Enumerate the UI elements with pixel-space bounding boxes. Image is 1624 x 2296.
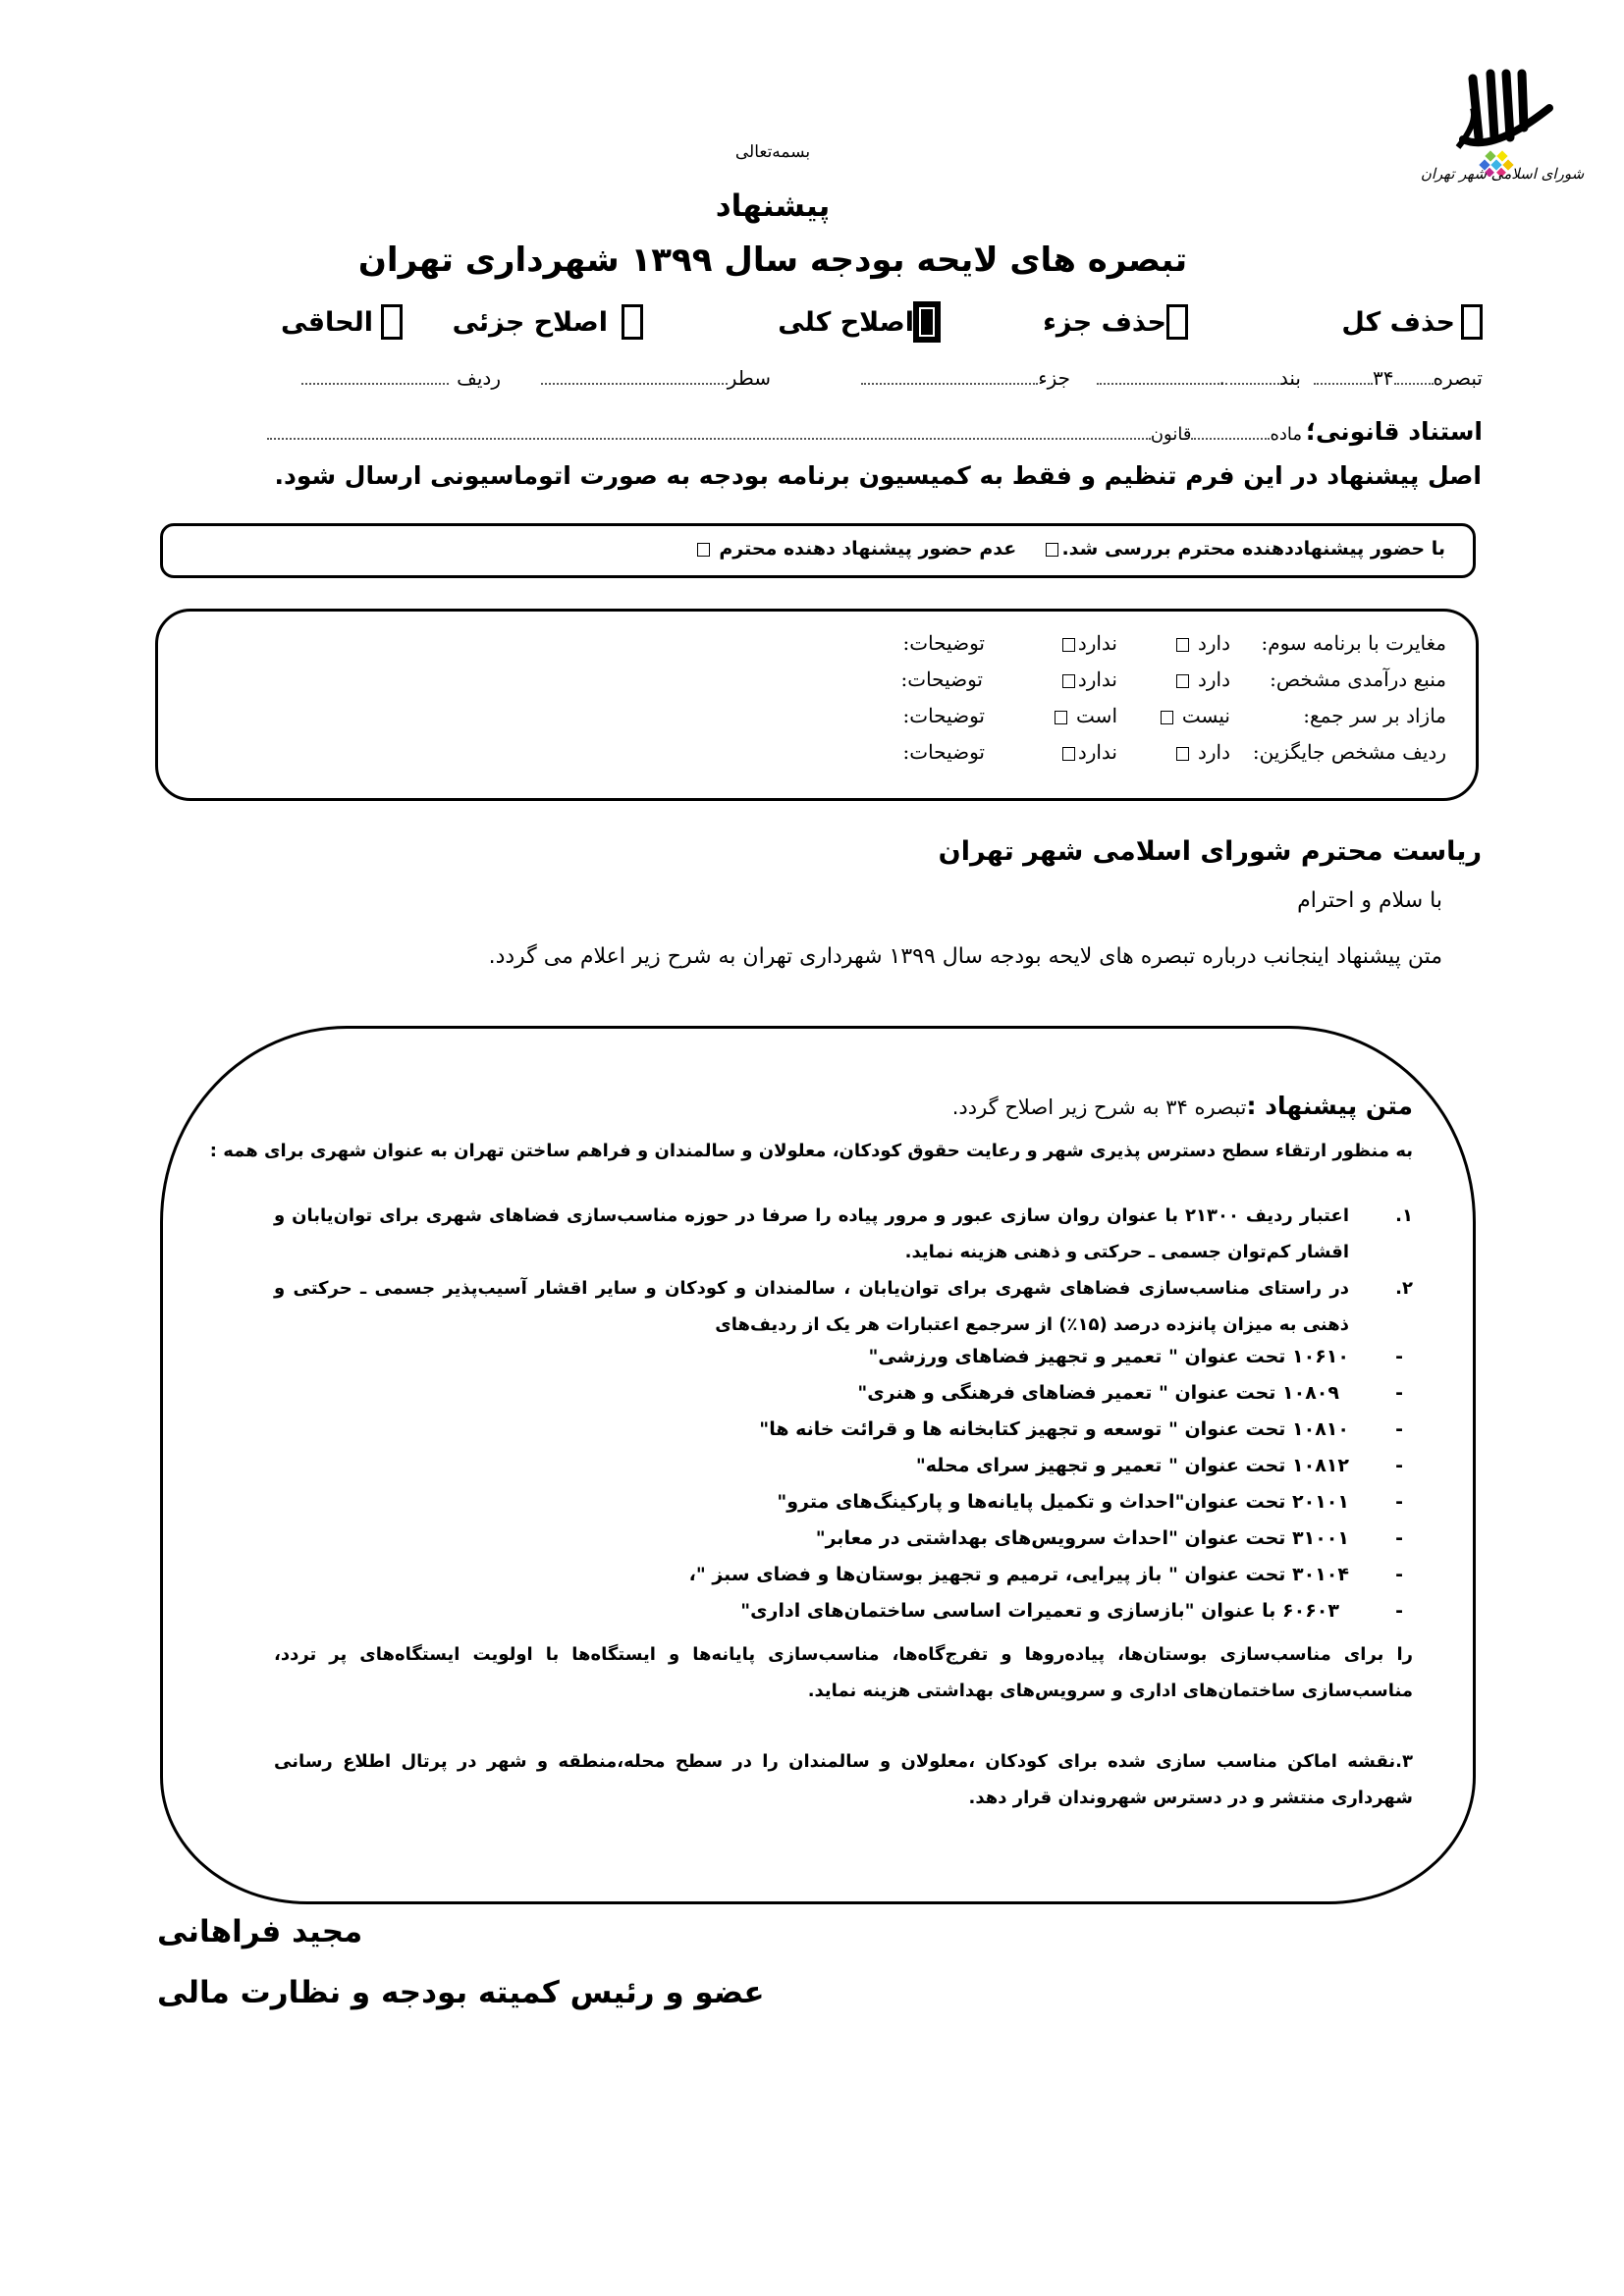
opt2[interactable]: ندارد (1059, 740, 1117, 764)
proposal-preamble: به منظور ارتقاء سطح دسترس پذیری شهر و رعایت حقوق کودکان، معلولان و سالمندان و فراهم ساختن تهران به عنوان شهری برای همه : (209, 1141, 1413, 1161)
budget-row-item: - ۶۰۶۰۳ با عنوان "بازسازی و تعمیرات اساسی ساختمان‌های اداری" (740, 1600, 1403, 1622)
budget-row-item: - ۳۱۰۰۱ تحت عنوان "احداث سرویس‌های بهداشتی در معابر" (815, 1527, 1403, 1549)
logo-caption: شورای اسلامی شهر تهران (1420, 165, 1585, 183)
opt2[interactable]: ندارد (1059, 631, 1117, 655)
band-field[interactable]: بند . (1097, 365, 1301, 390)
legal-basis-row: استناد قانونی؛ ماده قانون (157, 417, 1483, 446)
checkbox-icon[interactable] (1461, 304, 1483, 340)
criteria-box (155, 609, 1479, 801)
checkbox-icon (1161, 711, 1173, 724)
budget-row-item: - ۱۰۶۱۰ تحت عنوان " تعمیر و تجهیز فضاهای ورزشی" (868, 1346, 1403, 1367)
proposal-item-3: ۳.نقشه اماکن مناسب سازی شده برای کودکان ،معلولان و سالمندان را در سطح محله،منطقه و شهر در پرتال اطلاع رسانی شهرداری منتشر و در دسترس شهروندان قرار دهد. (274, 1751, 1413, 1808)
bismillah: بسمه‌تعالی (734, 142, 811, 162)
criteria-row: ردیف مشخص جایگزین: دارد ندارد توضیحات: (902, 740, 1446, 764)
criteria-row: مازاد بر سر جمع: نیست است توضیحات: (902, 704, 1446, 727)
signer-name: مجید فراهانی (157, 1914, 363, 1949)
opt1[interactable]: دارد (1173, 631, 1230, 655)
checkbox-icon[interactable] (622, 304, 643, 340)
checkbox-icon (1055, 711, 1067, 724)
page-title: پیشنهاد (715, 188, 831, 224)
checkbox-icon (1176, 747, 1189, 761)
attendance-box: با حضور پیشنهاددهنده محترم بررسی شد. عدم حضور پیشنهاد دهنده محترم (160, 523, 1476, 578)
budget-row-item: - ۲۰۱۰۱ تحت عنوان"احداث و تکمیل پایانه‌ها و پارکینگ‌های مترو" (777, 1491, 1403, 1513)
budget-row-item: - ۳۰۱۰۴ تحت عنوان " باز پیرایی، ترمیم و تجهیز بوستان‌ها و فضای سبز "، (688, 1564, 1403, 1585)
qanun-field[interactable] (267, 420, 1151, 440)
radif-field[interactable]: ردیف (301, 365, 501, 390)
budget-row-item: - ۱۰۸۱۰ تحت عنوان " توسعه و تجهیز کتابخانه ها و قرائت خانه ها" (759, 1418, 1403, 1440)
jozv-field[interactable]: جزء (861, 365, 1070, 390)
checkbox-icon[interactable] (1166, 304, 1188, 340)
page-subtitle: تبصره های لایحه بودجه سال ۱۳۹۹ شهرداری تهران (357, 240, 1188, 280)
criteria-row: مغایرت با برنامه سوم: دارد ندارد توضیحات: (902, 631, 1446, 655)
option-delete-part[interactable]: حذف جزء (1043, 304, 1188, 340)
signer-title: عضو و رئیس کمیته بودجه و نظارت مالی (157, 1975, 765, 2010)
greeting: با سلام و احترام (1297, 888, 1442, 913)
tabsareh-value: ۳۴ (1373, 366, 1394, 390)
qanun-label: قانون (1150, 424, 1192, 445)
proposal-type-options (275, 304, 1483, 351)
option-delete-all[interactable]: حذف کل (1341, 304, 1483, 340)
madeh-field[interactable] (1191, 420, 1270, 440)
intro-text: متن پیشنهاد اینجانب درباره تبصره های لایحه بودجه سال ۱۳۹۹ شهرداری تهران به شرح زیر اعلام می گردد. (488, 944, 1442, 969)
satr-field[interactable]: سطر (541, 365, 771, 390)
checkbox-icon (1062, 674, 1075, 688)
submission-notice: اصل پیشنهاد در این فرم تنظیم و فقط به کمیسیون برنامه بودجه به صورت اتوماسیونی ارسال شود. (274, 461, 1482, 490)
checkbox-icon[interactable] (381, 304, 403, 340)
present-checkbox[interactable] (1046, 543, 1058, 557)
checkbox-icon (1062, 747, 1075, 761)
reference-row (226, 365, 1483, 395)
opt1[interactable]: دارد (1173, 667, 1230, 691)
criteria-row: منبع درآمدی مشخص: دارد ندارد توضیحات: (900, 667, 1446, 691)
opt2[interactable]: ندارد (1059, 667, 1117, 691)
tabsareh-field[interactable]: تبصره ۳۴ (1314, 365, 1483, 390)
proposal-heading: متن پیشنهاد :تبصره ۳۴ به شرح زیر اصلاح گردد. (951, 1092, 1413, 1120)
opt1[interactable]: نیست (1158, 704, 1230, 727)
checkbox-icon (1176, 638, 1189, 652)
absent-checkbox[interactable] (697, 543, 710, 557)
proposal-item-1: ۱. اعتبار ردیف ۲۱۳۰۰ با عنوان روان سازی عبور و مرور پیاده را صرفا در حوزه مناسب‌سازی فضاهای شهری برای توان‌یابان و اقشار کم‌توان جسمی ـ حرکتی و ذهنی هزینه نماید. (274, 1205, 1413, 1262)
checkbox-icon (1176, 674, 1189, 688)
opt1[interactable]: دارد (1173, 740, 1230, 764)
option-general-amendment[interactable]: اصلاح کلی (778, 304, 938, 340)
checked-checkbox-icon[interactable] (916, 304, 938, 340)
opt2[interactable]: است (1052, 704, 1117, 727)
addressee: ریاست محترم شورای اسلامی شهر تهران (938, 836, 1482, 867)
budget-row-item: - ۱۰۸۱۲ تحت عنوان " تعمیر و تجهیز سرای محله" (915, 1455, 1403, 1476)
madeh-label: ماده (1270, 424, 1303, 445)
proposal-item-2: ۲. در راستای مناسب‌سازی فضاهای شهری برای توان‌یابان ، سالمندان و کودکان و سایر اقشار آسیب‌پذیر جسمی ـ حرکتی و ذهنی به میزان پانزده درصد (۱۵٪) از سرجمع اعتبارات هر یک از ردیف‌های (274, 1278, 1413, 1335)
option-partial-amendment[interactable]: اصلاح جزئی (453, 304, 643, 340)
checkbox-icon (1062, 638, 1075, 652)
budget-row-item: - ۱۰۸۰۹ تحت عنوان " تعمیر فضاهای فرهنگی و هنری" (857, 1382, 1403, 1404)
proposal-continuation: را برای مناسب‌سازی بوستان‌ها، پیاده‌روها و تفرج‌گاه‌ها، مناسب‌سازی پایانه‌ها و ایستگاه‌ها با اولویت ایستگاه‌های پر تردد، مناسب‌سازی ساختمان‌های اداری و سرویس‌های بهداشتی هزینه نماید. (274, 1644, 1413, 1701)
option-addendum[interactable]: الحاقی (281, 304, 403, 340)
